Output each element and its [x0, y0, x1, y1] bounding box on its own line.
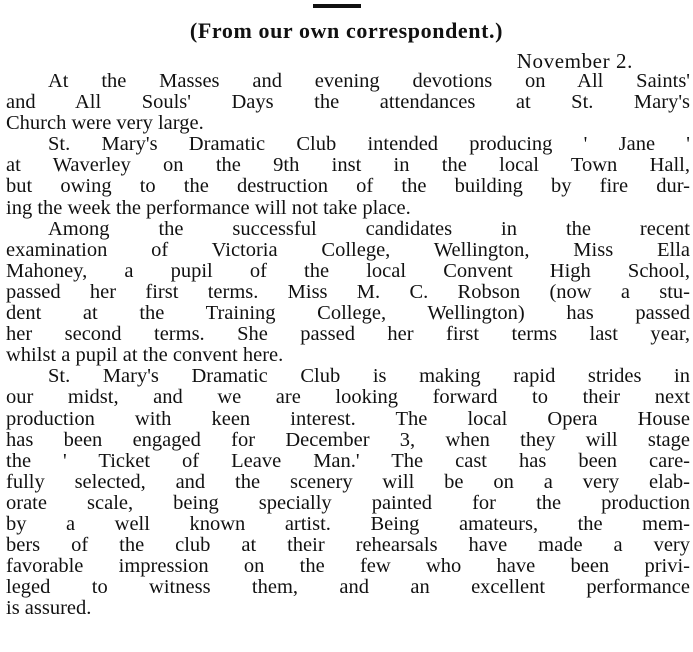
- article-line: At the Masses and evening devotions on All Saints': [48, 70, 690, 92]
- article-line: passed her first terms. Miss M. C. Robson (now a stu-: [6, 280, 690, 303]
- article-line: examination of Victoria College, Wellington, Miss Ella: [6, 238, 690, 261]
- article-line: St. Mary's Dramatic Club intended producing ' Jane ': [48, 133, 690, 156]
- article-line: is assured.: [6, 597, 92, 620]
- article-line: has been engaged for December 3, when they will stage: [6, 428, 690, 451]
- article-line: ing the week the performance will not take place.: [6, 196, 411, 219]
- article-line: our midst, and we are looking forward to their next: [6, 386, 690, 409]
- article-line: favorable impression on the few who have been privi-: [6, 555, 690, 578]
- article-line: dent at the Training College, Wellington) has passed: [6, 302, 690, 325]
- article-line: production with keen interest. The local Opera House: [6, 407, 690, 430]
- article-line: leged to witness them, and an excellent performance: [6, 576, 690, 599]
- article-line: and All Souls' Days the attendances at St. Mary's: [6, 91, 690, 114]
- correspondent-header: (From our own correspondent.): [189, 18, 504, 43]
- article-line: bers of the club at their rehearsals have made a very: [6, 534, 690, 557]
- article-line: Among the successful candidates in the recent: [48, 217, 690, 240]
- article-line: by a well known artist. Being amateurs, the mem-: [6, 512, 690, 535]
- article-line: Mahoney, a pupil of the local Convent High School,: [6, 259, 690, 282]
- article-line: orate scale, being specially painted for the production: [6, 491, 690, 514]
- article-line: fully selected, and the scenery will be on a very elab-: [6, 470, 690, 493]
- article-line: the ' Ticket of Leave Man.' The cast has been care-: [6, 449, 690, 472]
- article-line: her second terms. She passed her first terms last year,: [6, 323, 690, 346]
- article-line: at Waverley on the 9th inst in the local Town Hall,: [6, 154, 690, 177]
- article-line: but owing to the destruction of the building by fire dur-: [6, 175, 690, 198]
- column-rule: [313, 4, 361, 8]
- dateline: November 2.: [516, 49, 633, 73]
- article-line: Church were very large.: [6, 112, 204, 135]
- article-body: [6, 71, 690, 619]
- article-line: whilst a pupil at the convent here.: [6, 344, 284, 367]
- article-line: St. Mary's Dramatic Club is making rapid strides in: [48, 365, 690, 388]
